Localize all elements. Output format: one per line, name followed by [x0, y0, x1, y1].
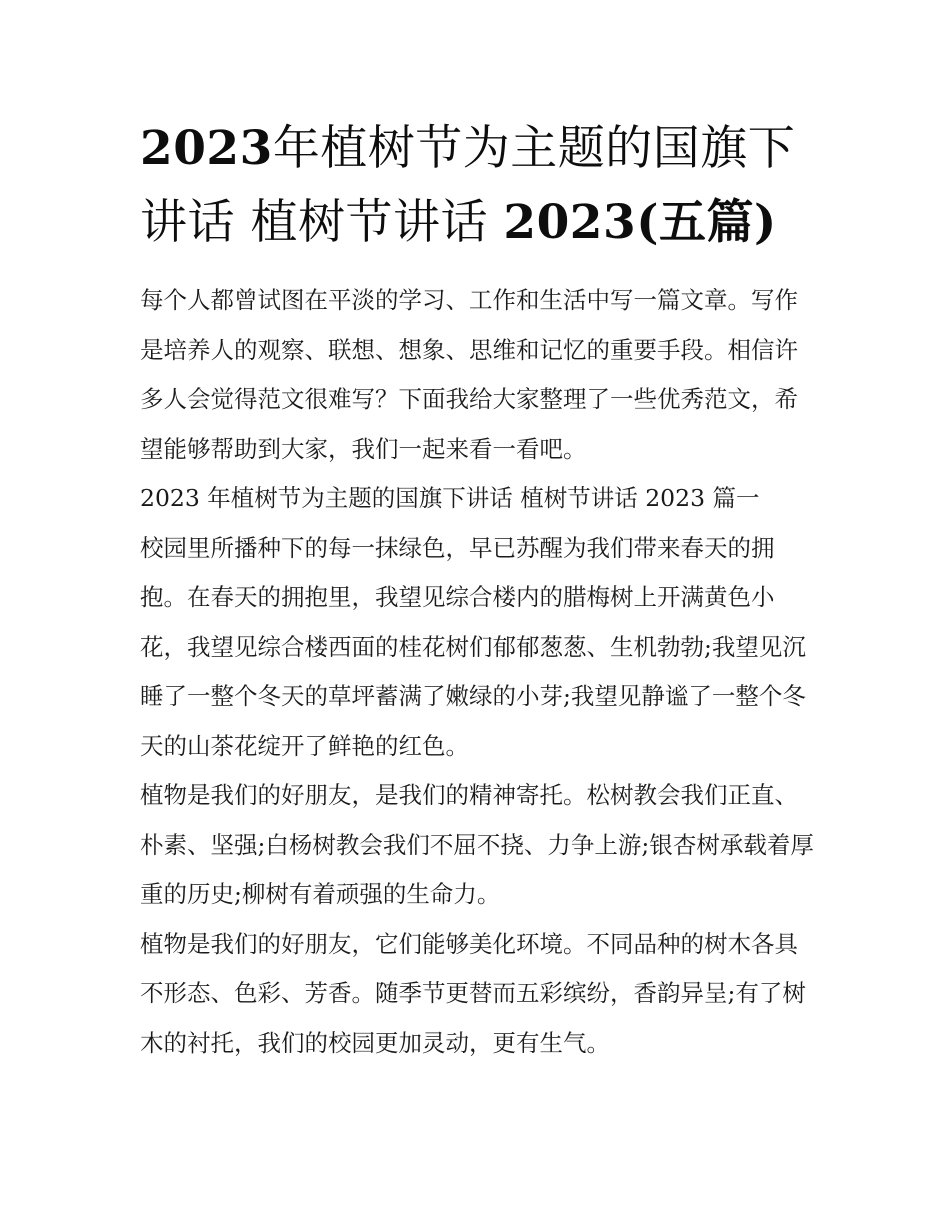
document-title [140, 112, 820, 260]
intro-paragraph: 每个人都曾试图在平淡的学习、工作和生活中写一篇文章。写作是培养人的观察、联想、想象、思维和记忆的重要手段。相信许多人会觉得范文很难写？下面我给大家整理了一些优秀范文，希望能够帮助到大家，我们一起来看一看吧。 [140, 286, 798, 463]
title-line2-text: 讲话 植树节讲话 [140, 195, 504, 250]
title-tail: (五篇) [636, 195, 777, 250]
section-heading: 2023 年植树节为主题的国旗下讲话 植树节讲话 2023 篇一 [140, 484, 760, 512]
title-year-2: 2023 [503, 195, 637, 250]
body-paragraph-3: 植物是我们的好朋友，它们能够美化环境。不同品种的树木各具不形态、色彩、芳香。随季节更替而五彩缤纷，香韵异呈;有了树木的衬托，我们的校园更加灵动，更有生气。 [140, 929, 806, 1057]
title-line1-text: 年植树节为主题的国旗下 [272, 121, 796, 176]
title-year: 2023 [140, 121, 273, 176]
document-body [140, 276, 820, 1068]
body-paragraph-2: 植物是我们的好朋友，是我们的精神寄托。松树教会我们正直、朴素、坚强;白杨树教会我们不屈不挠、力争上游;银杏树承载着厚重的历史;柳树有着顽强的生命力。 [140, 781, 814, 908]
body-paragraph-1: 校园里所播种下的每一抹绿色，早已苏醒为我们带来春天的拥抱。在春天的拥抱里，我望见综合楼内的腊梅树上开满黄色小花，我望见综合楼西面的桂花树们郁郁葱葱、生机勃勃;我望见沉睡了一整个冬天的草坪蓄满了嫩绿的小芽;我望见静谧了一整个冬天的山茶花绽开了鲜艳的红色。 [140, 533, 806, 760]
